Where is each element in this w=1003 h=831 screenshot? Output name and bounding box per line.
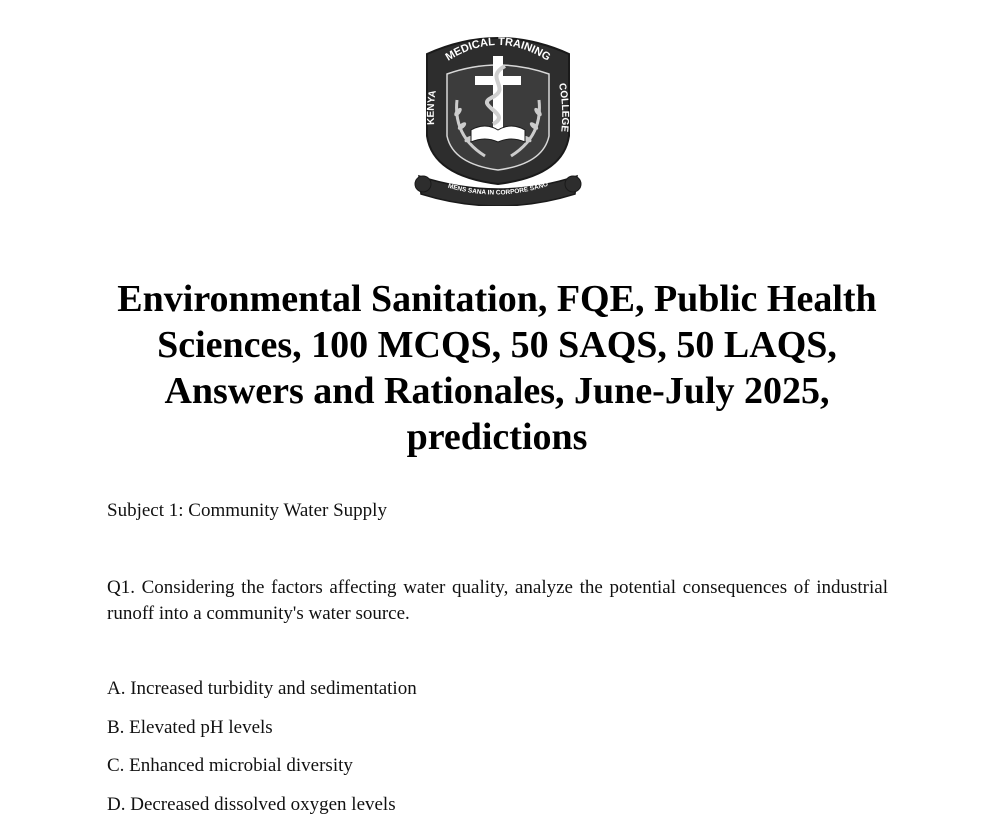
svg-text:MEDICAL TRAINING: MEDICAL TRAINING — [444, 36, 553, 64]
college-seal-icon — [413, 26, 583, 206]
college-logo — [413, 26, 583, 206]
subject-heading: Subject 1: Community Water Supply — [107, 499, 387, 523]
option-b: B. Elevated pH levels — [107, 716, 417, 755]
option-c: C. Enhanced microbial diversity — [107, 754, 417, 793]
svg-text:KENYA: KENYA — [426, 90, 439, 126]
option-d: D. Decreased dissolved oxygen levels — [107, 793, 417, 831]
option-a: A. Increased turbidity and sedimentation — [107, 677, 417, 716]
answer-options — [107, 677, 417, 831]
document-title: Environmental Sanitation, FQE, Public Health Sciences, 100 MCQS, 50 SAQS, 50 LAQS, Answers and Rationales, June-July 2025, predictions — [107, 276, 887, 460]
question-text: Q1. Considering the factors affecting water quality, analyze the potential consequences of industrial runoff into a community's water source. — [107, 575, 888, 627]
svg-text:MENS SANA IN CORPORE SANO: MENS SANA IN CORPORE SANO — [447, 181, 549, 197]
svg-text:COLLEGE: COLLEGE — [556, 82, 570, 133]
